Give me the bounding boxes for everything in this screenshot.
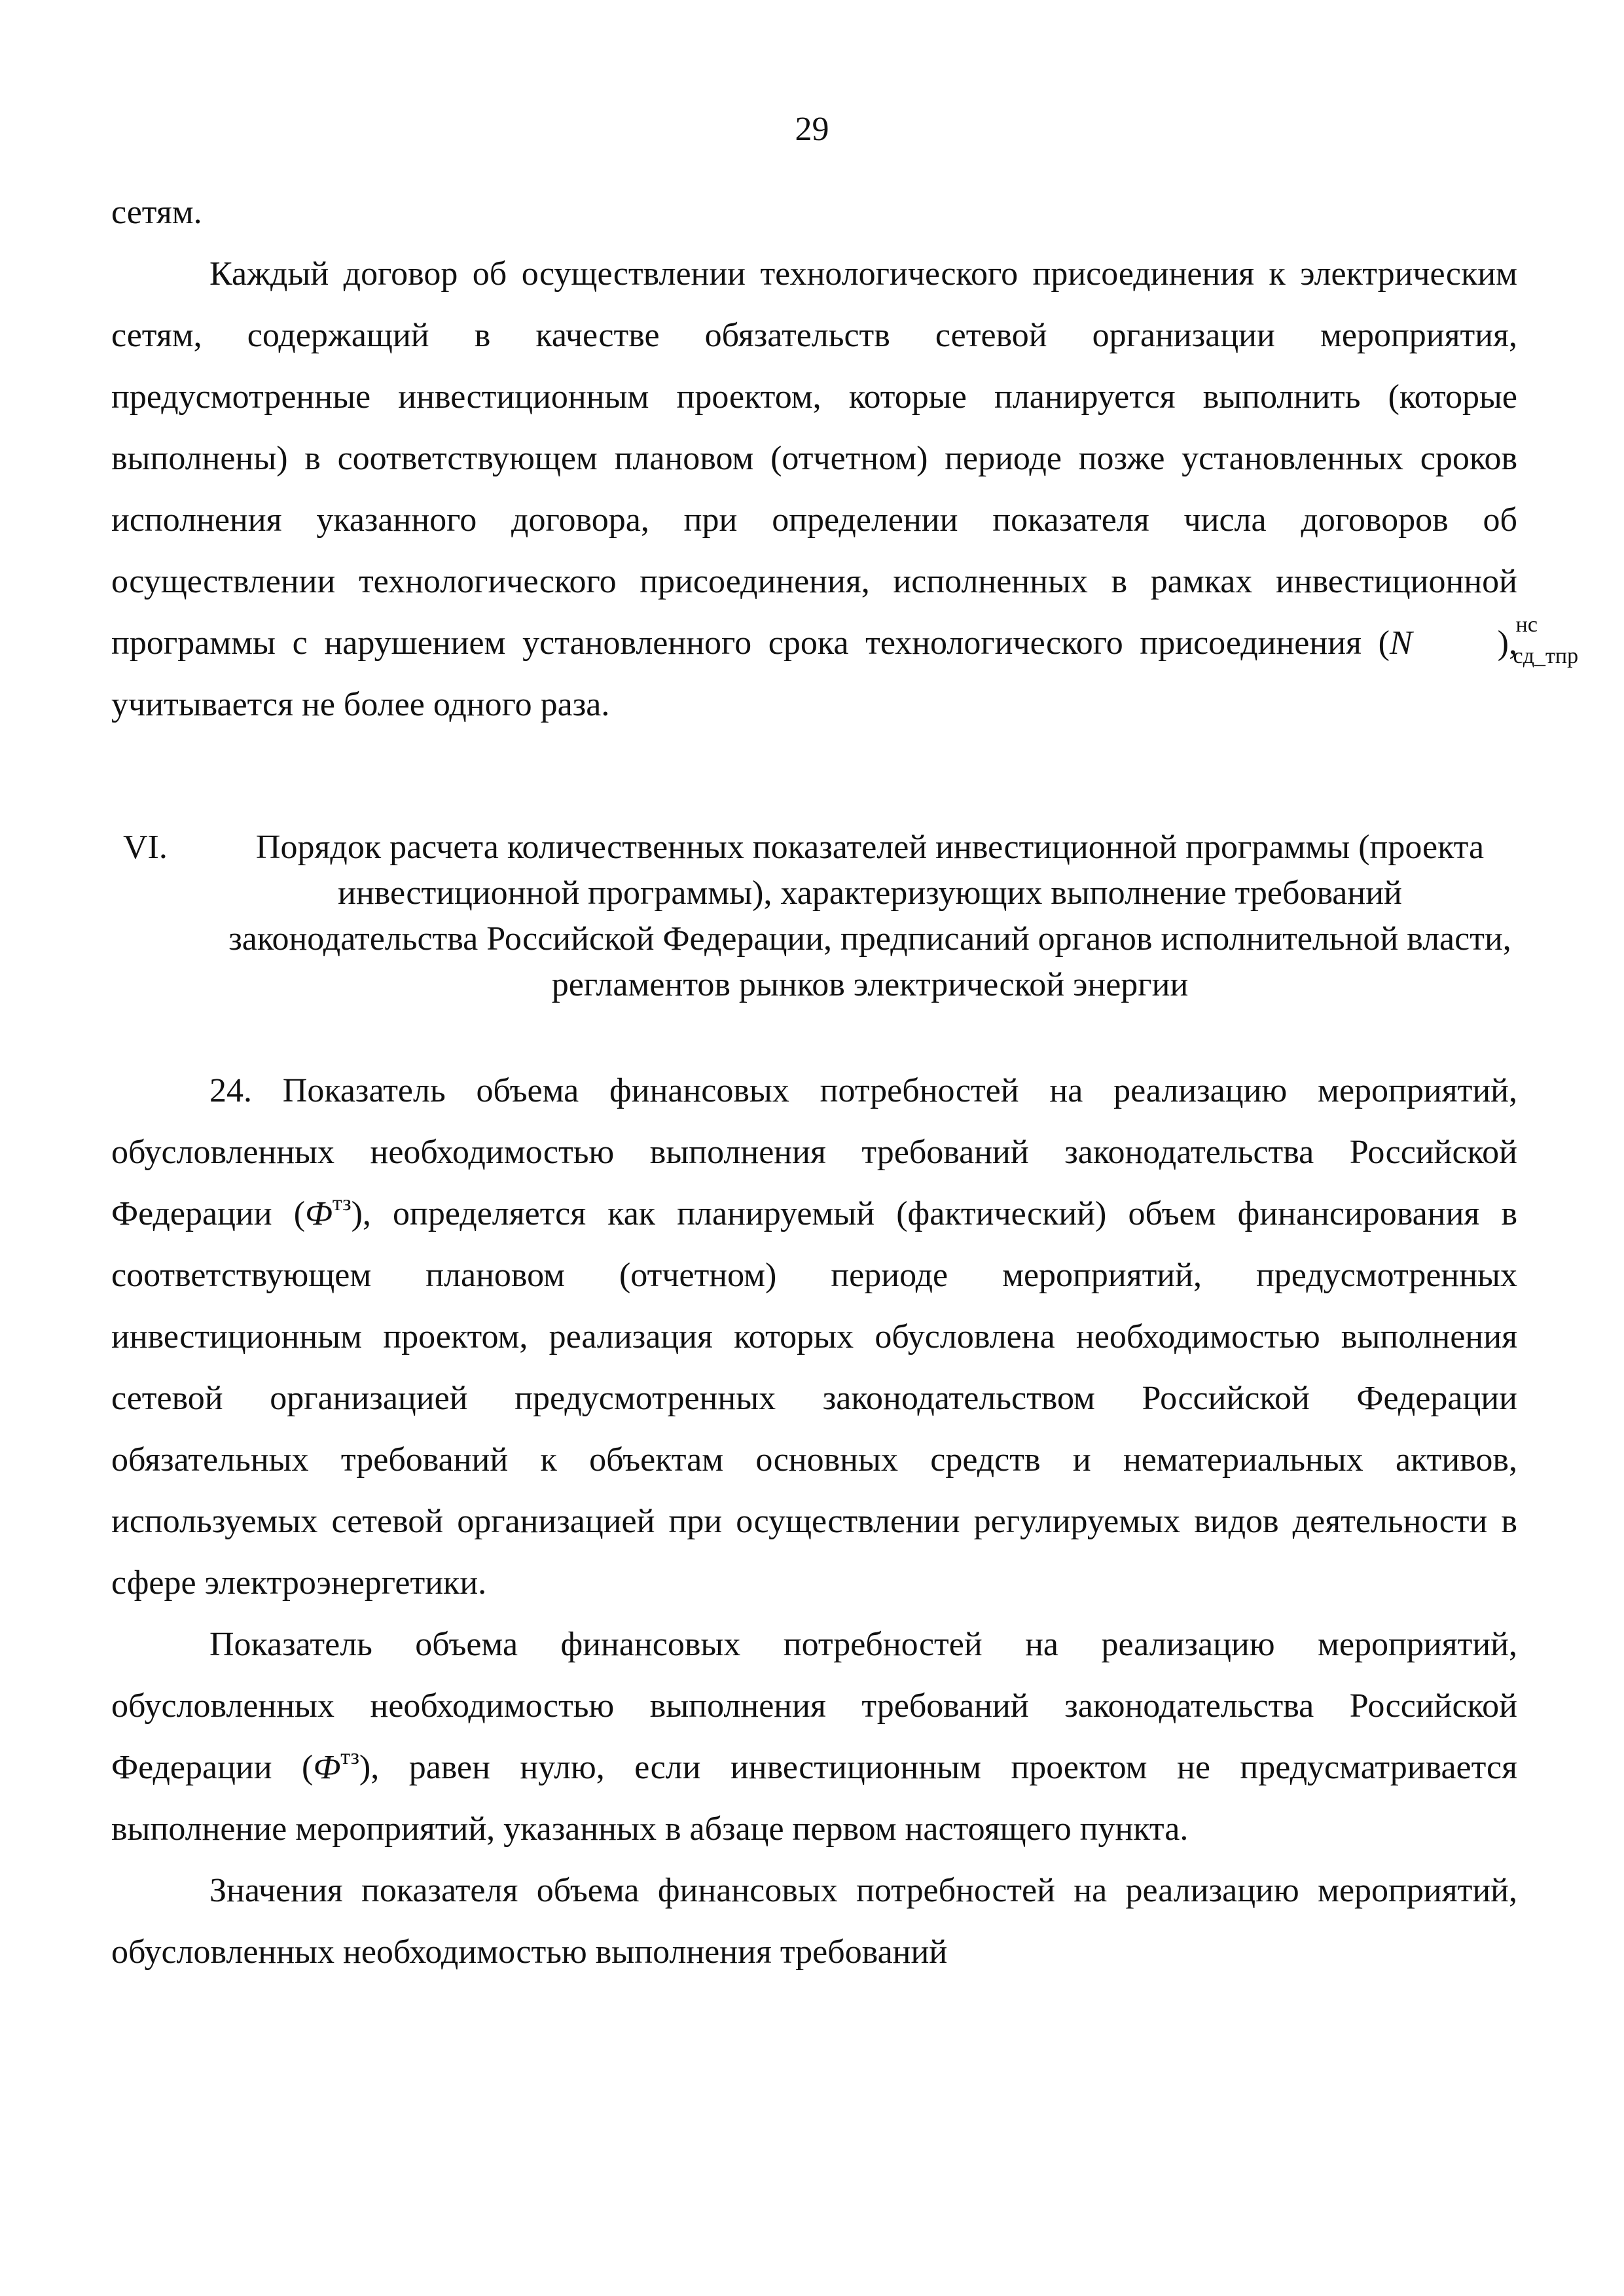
symbol-n-subscript: сд_тпр bbox=[1513, 644, 1579, 668]
item-24-p1-text-before: 24. Показатель объема финансовых потребностей на реализацию мероприятий, обусловленных необходимостью выполнения требований законодательства Российской Федерации ( bbox=[111, 1072, 1517, 1232]
continuation-line: сетям. bbox=[111, 194, 202, 231]
lead-text-block bbox=[111, 182, 1579, 736]
item-24-paragraph-2 bbox=[111, 1614, 1517, 1860]
item-24-p2-text-after: ), равен нулю, если инвестиционным проектом не предусматривается выполнение мероприятий, указанных в абзаце первом настоящего пункта. bbox=[111, 1749, 1517, 1848]
item-24-paragraph-1 bbox=[111, 1060, 1517, 1614]
section-heading bbox=[111, 825, 1517, 1008]
section-title: Порядок расчета количественных показателей инвестиционной программы (проекта инвестиционной программы), характеризующих выполнение требований законодательства Российской Федерации, предписаний органов исполнительной власти, регламентов рынков электрической энергии bbox=[228, 829, 1511, 1003]
item-24-p2-text-before: Показатель объема финансовых потребностей на реализацию мероприятий, обусловленных необходимостью выполнения требований законодательства Российской Федерации ( bbox=[111, 1626, 1517, 1786]
symbol-n-superscript: нс bbox=[1515, 613, 1538, 637]
symbol-phi-main-2: Ф bbox=[313, 1749, 341, 1786]
item-24-block bbox=[111, 1060, 1517, 1983]
section-number: VI. bbox=[123, 829, 168, 866]
symbol-n-indices bbox=[1413, 613, 1579, 668]
paragraph-text-after-symbol: ), учитывается не более одного раза. bbox=[111, 624, 1517, 723]
symbol-n-main: N bbox=[1389, 624, 1413, 662]
paragraph-contract-count bbox=[111, 243, 1579, 736]
symbol-phi-superscript: тз bbox=[332, 1191, 352, 1215]
symbol-phi-main: Ф bbox=[305, 1195, 333, 1232]
page-number: 29 bbox=[795, 111, 829, 148]
item-24-p1-text-after: ), определяется как планируемый (фактический) объем финансирования в соответствующем плановом (отчетном) периоде мероприятий, предусмотренных инвестиционным проектом, реализация которых обусловлена необходимостью выполнения сетевой организацией предусмотренных законодательством Российской Федерации обязательных требований к объектам основных средств и нематериальных активов, используемых сетевой организацией при осуществлении регулируемых видов деятельности в сфере электроэнергетики. bbox=[111, 1195, 1518, 1602]
item-24-paragraph-3: Значения показателя объема финансовых потребностей на реализацию мероприятий, обусловленных необходимостью выполнения требований bbox=[111, 1872, 1517, 1971]
symbol-phi-superscript-2: тз bbox=[340, 1745, 359, 1769]
paragraph-text-before-symbol: Каждый договор об осуществлении технологического присоединения к электрическим сетям, содержащий в качестве обязательств сетевой организации мероприятия, предусмотренные инвестиционным проектом, которые планируется выполнить (которые выполнены) в соответствующем плановом (отчетном) периоде позже установленных сроков исполнения указанного договора, при определении показателя числа договоров об осуществлении технологического присоединения, исполненных в рамках инвестиционной программы с нарушением установленного срока технологического присоединения ( bbox=[111, 255, 1517, 662]
